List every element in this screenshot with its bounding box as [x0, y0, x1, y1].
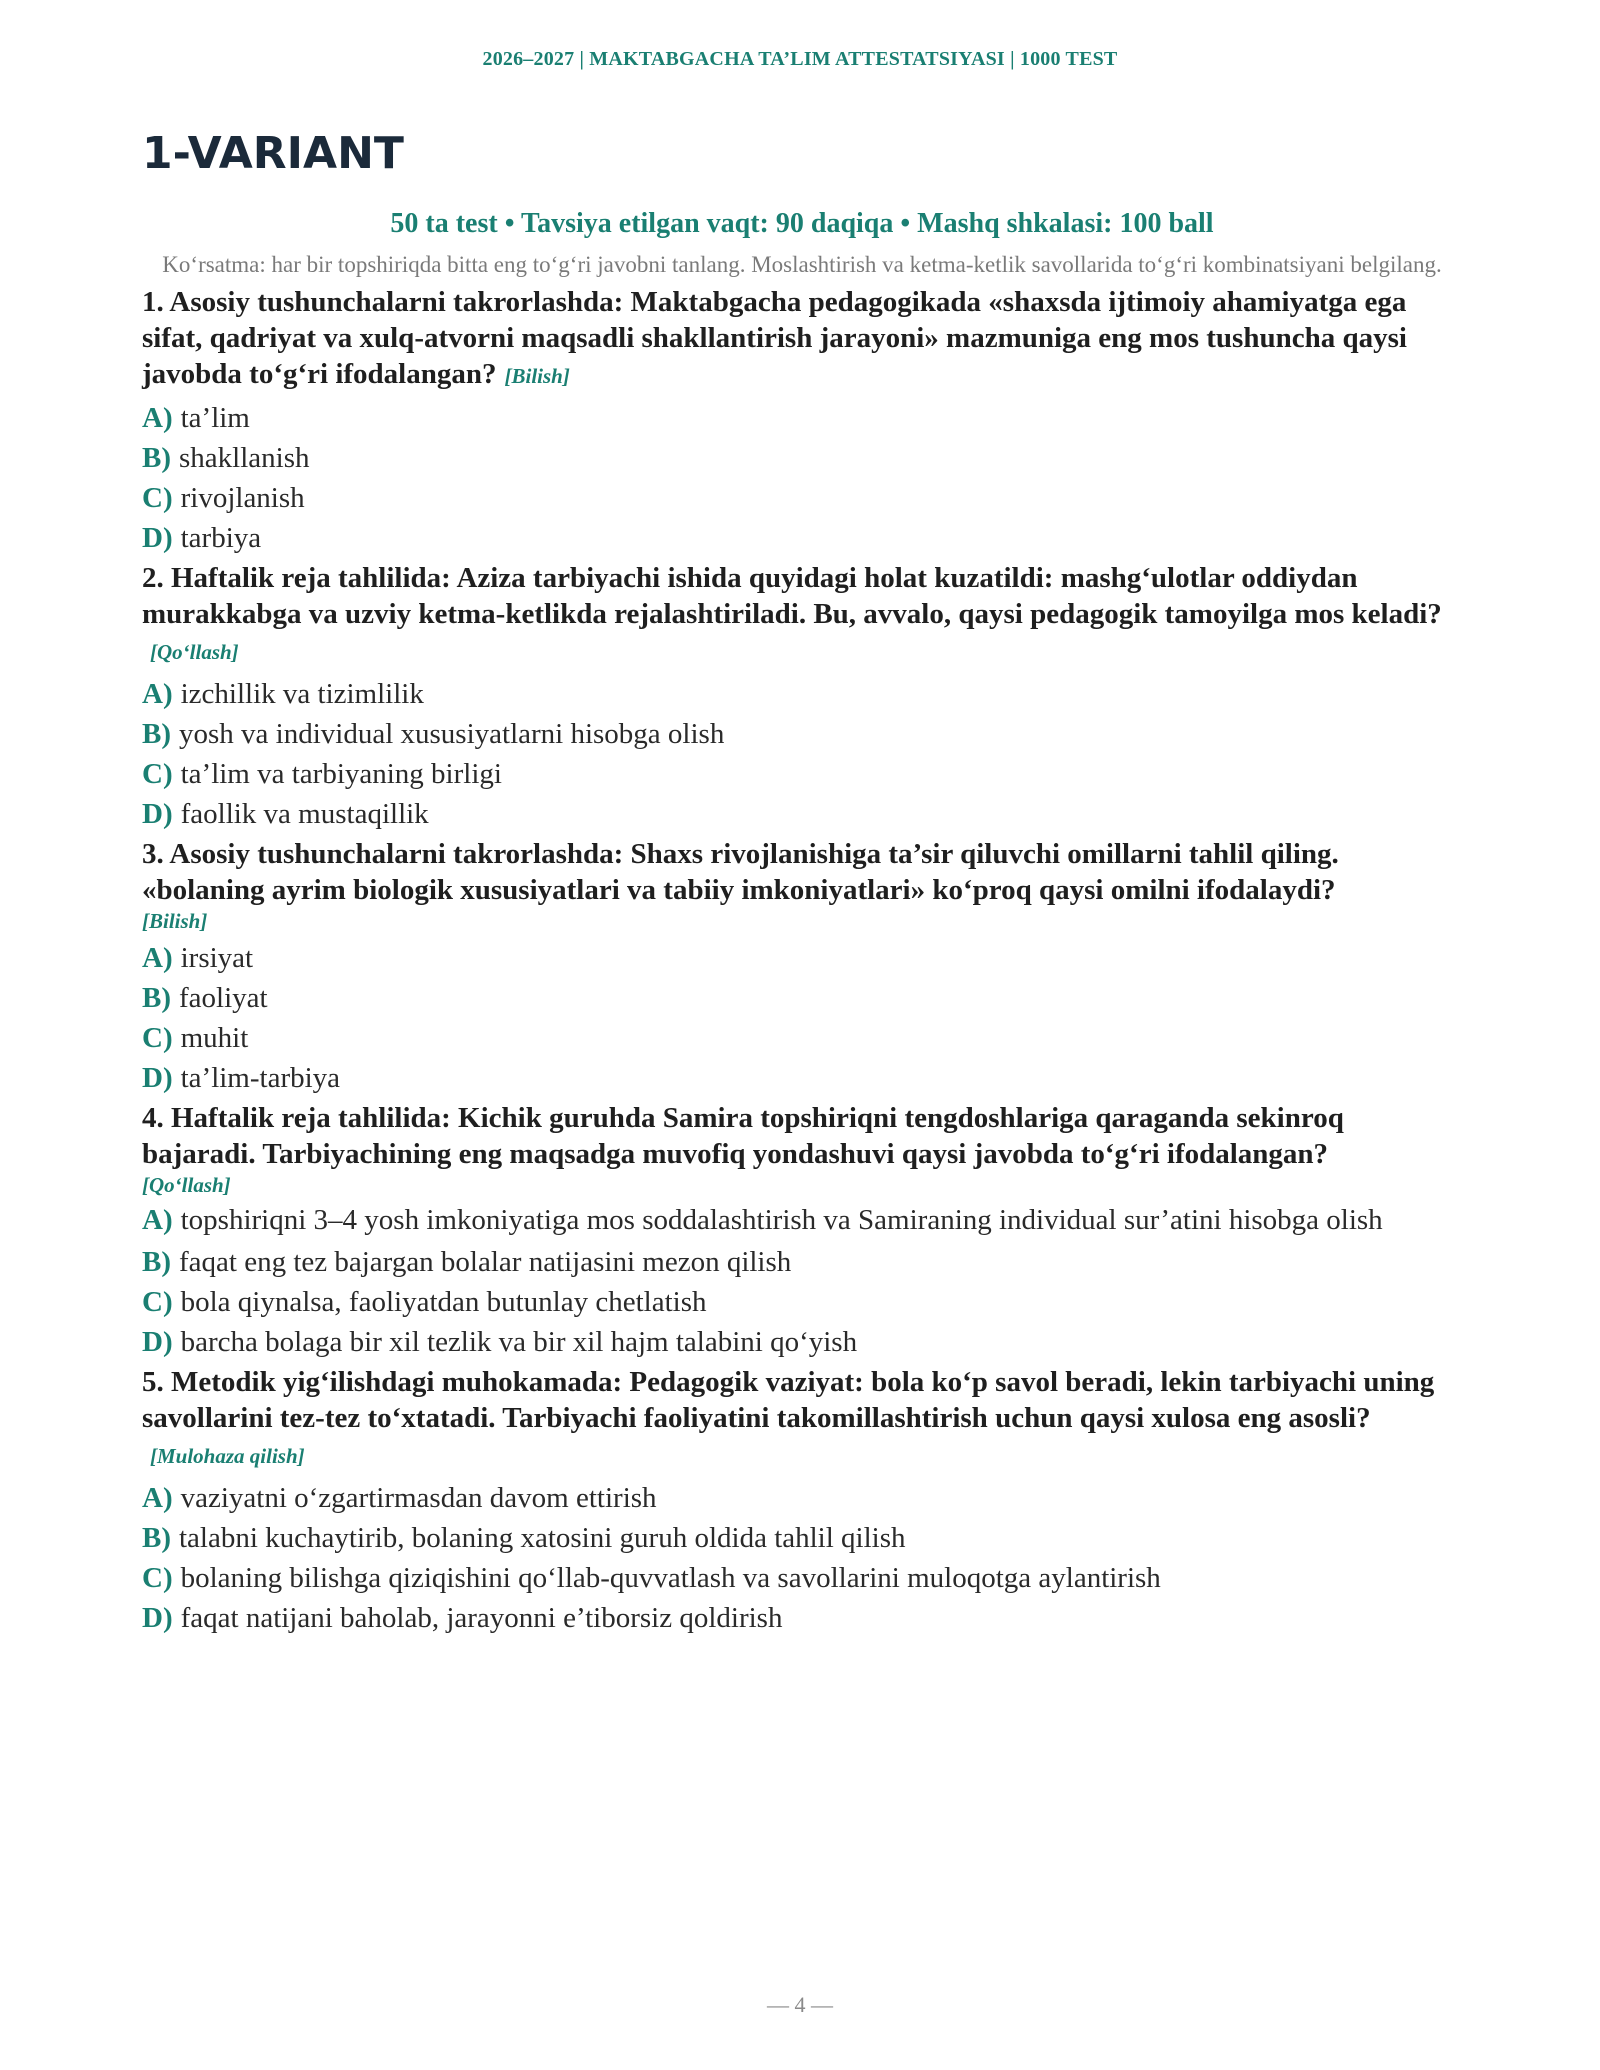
option-letter: D)	[142, 1602, 173, 1634]
answer-option[interactable]	[142, 674, 1462, 714]
answer-option[interactable]	[142, 938, 1462, 978]
question-tag: [Mulohaza qilish]	[150, 1444, 305, 1468]
answer-option[interactable]	[142, 438, 1462, 478]
option-letter: A)	[142, 678, 173, 710]
answer-option[interactable]	[142, 1018, 1462, 1058]
answer-option[interactable]	[142, 754, 1462, 794]
option-text: muhit	[180, 1022, 249, 1054]
question-text	[142, 1100, 1462, 1198]
answer-option[interactable]	[142, 518, 1462, 558]
answer-options	[142, 1478, 1462, 1638]
answer-options	[142, 674, 1462, 834]
answer-option[interactable]	[142, 978, 1462, 1018]
option-text: irsiyat	[180, 942, 254, 974]
option-text: ta’lim va tarbiyaning birligi	[180, 758, 502, 790]
option-letter: B)	[142, 982, 171, 1014]
question-text	[142, 836, 1462, 934]
option-text: faqat eng tez bajargan bolalar natijasini mezon qilish	[179, 1246, 792, 1278]
option-text: faqat natijani baholab, jarayonni e’tiborsiz qoldirish	[180, 1602, 783, 1634]
option-text: barcha bolaga bir xil tezlik va bir xil hajm talabini qo‘yish	[180, 1326, 858, 1358]
answer-option[interactable]	[142, 714, 1462, 754]
option-letter: D)	[142, 522, 173, 554]
answer-option[interactable]	[142, 1282, 1462, 1322]
option-text: bolaning bilishga qiziqishini qo‘llab-quvvatlash va savollarini muloqotga aylantirish	[180, 1562, 1161, 1594]
question-tag: [Qo‘llash]	[150, 640, 239, 664]
instruction-text: Ko‘rsatma: har bir topshiriqda bitta eng to‘g‘ri javobni tanlang. Moslashtirish va ketma-ketlik savollarida to‘g‘ri kombinatsiyani belgilang.	[162, 252, 1442, 277]
option-letter: C)	[142, 1286, 173, 1318]
question-stem: 5. Metodik yig‘ilishdagi muhokamada: Pedagogik vaziyat: bola ko‘p savol beradi, lekin tarbiyachi uning savollarini tez-tez to‘xtatadi. Tarbiyachi faoliyatini takomillashtirish uchun qaysi xulosa eng asosli?	[142, 1366, 1435, 1434]
option-letter: C)	[142, 482, 173, 514]
option-letter: A)	[142, 1204, 173, 1236]
question-stem: 2. Haftalik reja tahlilida: Aziza tarbiyachi ishida quyidagi holat kuzatildi: mashg‘ulotlar oddiydan murakkabga va uzviy ketma-ketlikda rejalashtiriladi. Bu, avvalo, qaysi pedagogik tamoyilga mos keladi?	[142, 562, 1442, 630]
page-content	[142, 124, 1462, 1640]
answer-option[interactable]	[142, 1202, 1462, 1238]
option-letter: D)	[142, 1326, 173, 1358]
option-letter: A)	[142, 942, 173, 974]
question-3	[142, 836, 1462, 1098]
option-letter: C)	[142, 1022, 173, 1054]
question-tag: [Bilish]	[504, 364, 570, 388]
option-letter: D)	[142, 1062, 173, 1094]
option-letter: B)	[142, 1522, 171, 1554]
question-stem: 4. Haftalik reja tahlilida: Kichik guruhda Samira topshiriqni tengdoshlariga qaraganda sekinroq bajaradi. Tarbiyachining eng maqsadga muvofiq yondashuvi qaysi javobda to‘g‘ri ifodalangan?	[142, 1102, 1344, 1170]
running-header: 2026–2027 | MAKTABGACHA TA’LIM ATTESTATSIYASI | 1000 TEST	[482, 48, 1118, 70]
option-text: ta’lim	[180, 402, 250, 434]
question-stem: 1. Asosiy tushunchalarni takrorlashda: Maktabgacha pedagogikada «shaxsda ijtimoiy ahamiyatga ega sifat, qadriyat va xulq-atvorni maqsadli shakllantirish jarayoni» mazmuniga eng mos tushuncha qaysi javobda to‘g‘ri ifodalangan?	[142, 286, 1407, 390]
option-letter: B)	[142, 1246, 171, 1278]
answer-options	[142, 398, 1462, 558]
answer-option[interactable]	[142, 1478, 1462, 1518]
answer-option[interactable]	[142, 1558, 1462, 1598]
variant-title: 1-VARIANT	[142, 128, 404, 179]
option-letter: A)	[142, 1482, 173, 1514]
answer-option[interactable]	[142, 1518, 1462, 1558]
option-text: yosh va individual xususiyatlarni hisobga olish	[179, 718, 725, 750]
answer-option[interactable]	[142, 1058, 1462, 1098]
answer-options	[142, 938, 1462, 1098]
option-text: tarbiya	[180, 522, 262, 554]
option-text: izchillik va tizimlilik	[180, 678, 424, 710]
answer-option[interactable]	[142, 1322, 1462, 1362]
option-text: ta’lim-tarbiya	[180, 1062, 341, 1094]
question-1	[142, 284, 1462, 558]
question-4	[142, 1100, 1462, 1362]
answer-options	[142, 1202, 1462, 1362]
option-text: rivojlanish	[180, 482, 305, 514]
option-text: vaziyatni o‘zgartirmasdan davom ettirish	[180, 1482, 657, 1514]
page-number: — 4 —	[767, 1992, 833, 2017]
option-text: talabni kuchaytirib, bolaning xatosini guruh oldida tahlil qilish	[179, 1522, 906, 1554]
question-text	[142, 560, 1462, 670]
option-text: shakllanish	[179, 442, 310, 474]
question-2	[142, 560, 1462, 834]
answer-option[interactable]	[142, 794, 1462, 834]
answer-option[interactable]	[142, 1598, 1462, 1638]
option-text: topshiriqni 3–4 yosh imkoniyatiga mos soddalashtirish va Samiraning individual sur’atini hisobga olish	[180, 1204, 1383, 1236]
question-tag: [Bilish]	[142, 909, 208, 933]
question-5	[142, 1364, 1462, 1638]
option-letter: A)	[142, 402, 173, 434]
option-letter: B)	[142, 718, 171, 750]
question-stem: 3. Asosiy tushunchalarni takrorlashda: Shaxs rivojlanishiga ta’sir qiluvchi omillarni tahlil qiling. «bolaning ayrim biologik xususiyatlari va tabiiy imkoniyatlari» ko‘proq qaysi omilni ifodalaydi?	[142, 838, 1339, 906]
answer-option[interactable]	[142, 1242, 1462, 1282]
test-meta: 50 ta test • Tavsiya etilgan vaqt: 90 daqiqa • Mashq shkalasi: 100 ball	[390, 208, 1214, 239]
question-text	[142, 284, 1462, 394]
option-letter: C)	[142, 758, 173, 790]
option-letter: C)	[142, 1562, 173, 1594]
question-text	[142, 1364, 1462, 1474]
answer-option[interactable]	[142, 398, 1462, 438]
option-letter: B)	[142, 442, 171, 474]
question-tag: [Qo‘llash]	[142, 1173, 231, 1197]
answer-option[interactable]	[142, 478, 1462, 518]
option-text: bola qiynalsa, faoliyatdan butunlay chetlatish	[180, 1286, 707, 1318]
option-text: faoliyat	[179, 982, 268, 1014]
option-letter: D)	[142, 798, 173, 830]
option-text: faollik va mustaqillik	[180, 798, 429, 830]
